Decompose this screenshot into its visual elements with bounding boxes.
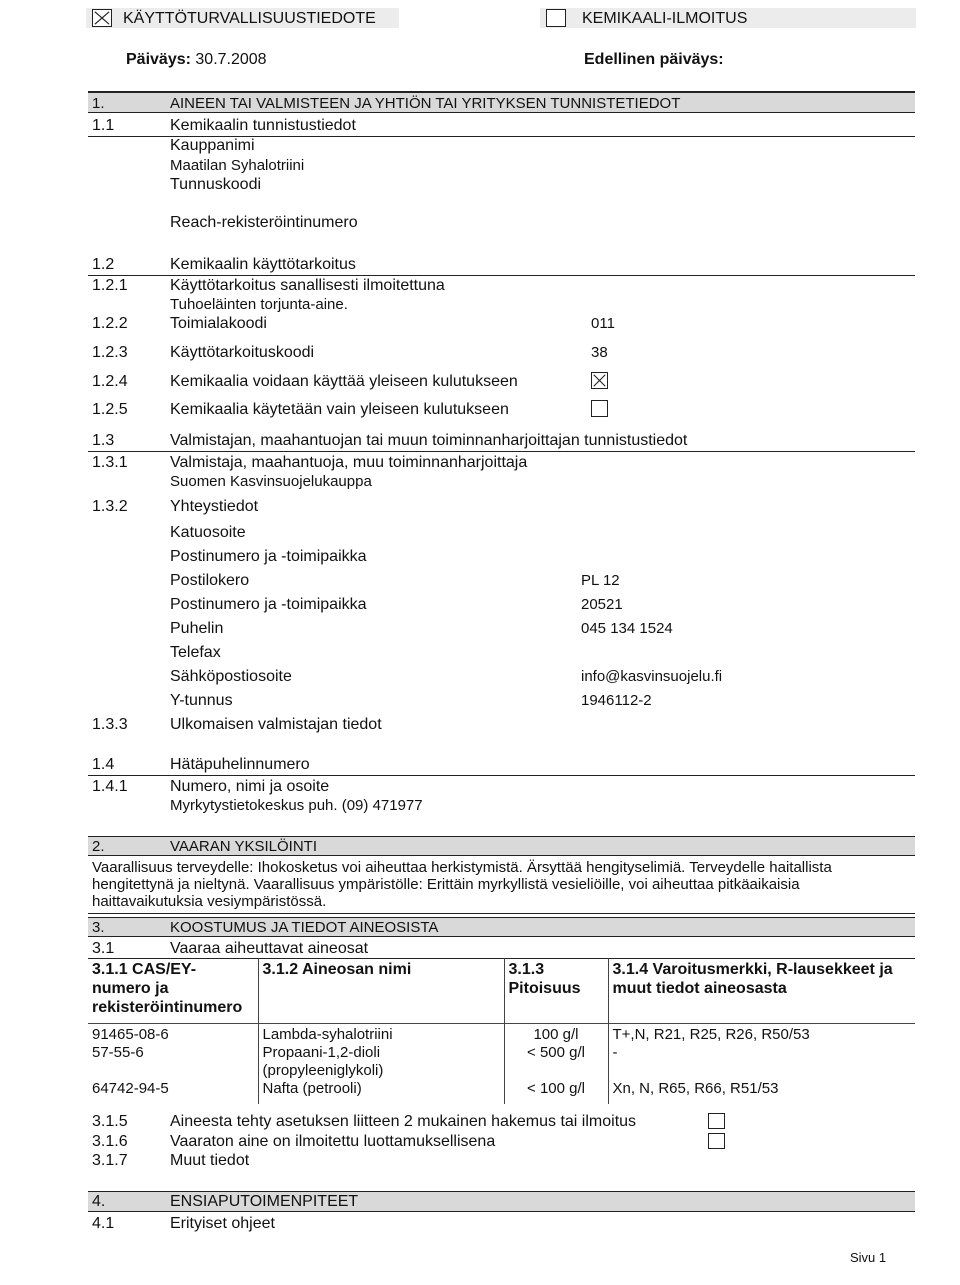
cas-1: 91465-08-6 <box>92 1026 169 1043</box>
s131-num: 1.3.1 <box>92 454 128 471</box>
s12-title: Kemikaalin käyttötarkoitus <box>170 256 356 273</box>
s13-num: 1.3 <box>92 432 115 449</box>
name-3: Nafta (petrooli) <box>262 1080 362 1097</box>
conc-2: < 500 g/l <box>527 1044 585 1061</box>
ingredients-table <box>88 958 915 1104</box>
col-conc-header: 3.1.3 Pitoisuus <box>504 958 608 1024</box>
cas-cell <box>88 1024 258 1105</box>
s122-value: 011 <box>591 315 615 332</box>
s124-checkbox[interactable] <box>591 372 608 389</box>
s122-title: Toimialakoodi <box>170 315 267 332</box>
risk-3: Xn, N, R65, R66, R51/53 <box>612 1080 779 1097</box>
s123-num: 1.2.3 <box>92 344 128 361</box>
prev-date-label: Edellinen päiväys: <box>584 51 724 68</box>
cas-spacer <box>92 1062 254 1080</box>
s41-title: Erityiset ohjeet <box>170 1215 275 1232</box>
s133-title: Ulkomaisen valmistajan tiedot <box>170 716 382 733</box>
rule <box>88 275 915 276</box>
chem-label: KEMIKAALI-ILMOITUS <box>582 10 748 27</box>
s141-num: 1.4.1 <box>92 778 128 795</box>
s316-checkbox[interactable] <box>708 1133 725 1149</box>
cas-3: 64742-94-5 <box>92 1080 169 1097</box>
s4-title: ENSIAPUTOIMENPITEET <box>170 1193 359 1210</box>
rule <box>88 451 915 452</box>
page-number: Sivu 1 <box>850 1250 887 1265</box>
rule <box>88 775 915 776</box>
s11-num: 1.1 <box>92 117 115 134</box>
ingredients-table-header <box>88 958 915 1024</box>
s1-title: AINEEN TAI VALMISTEEN JA YHTIÖN TAI YRITYKSEN TUNNISTETIEDOT <box>170 95 681 112</box>
date-line <box>126 51 267 69</box>
trade-name-label: Kauppanimi <box>170 137 255 154</box>
checkmark-x-icon <box>93 10 111 26</box>
s124-num: 1.2.4 <box>92 373 128 390</box>
date-value: 30.7.2008 <box>195 51 267 68</box>
cas-2: 57-55-6 <box>92 1044 144 1061</box>
s132-title: Yhteystiedot <box>170 498 259 515</box>
col-cas-header: 3.1.1 CAS/EY-numero ja rekisteröintinumero <box>88 958 258 1024</box>
s3-title: KOOSTUMUS JA TIEDOT AINEOSISTA <box>170 919 439 936</box>
s2-title: VAARAN YKSILÖINTI <box>170 838 317 855</box>
contact-label-postcode: Postinumero ja -toimipaikka <box>170 548 367 565</box>
chem-checkbox[interactable] <box>546 9 566 27</box>
name-2: Propaani-1,2-dioli (propyleeniglykoli) <box>262 1044 384 1079</box>
s4-num: 4. <box>92 1193 106 1210</box>
contact-label-street: Katuosoite <box>170 524 246 541</box>
s122-num: 1.2.2 <box>92 315 128 332</box>
s317-num: 3.1.7 <box>92 1152 128 1169</box>
name-cell <box>258 1024 504 1105</box>
s316-title: Vaaraton aine on ilmoitettu luottamuksellisena <box>170 1133 496 1150</box>
s125-num: 1.2.5 <box>92 401 128 418</box>
contact-value-business-id: 1946112-2 <box>581 692 652 709</box>
risk-spacer <box>613 1062 912 1080</box>
id-code-label: Tunnuskoodi <box>170 176 262 193</box>
contact-label-pobox: Postilokero <box>170 572 250 589</box>
s123-value: 38 <box>591 344 608 361</box>
conc-spacer <box>509 1062 604 1080</box>
contact-label-business-id: Y-tunnus <box>170 692 233 709</box>
s131-title: Valmistaja, maahantuoja, muu toiminnanharjoittaja <box>170 454 528 471</box>
s315-title: Aineesta tehty asetuksen liitteen 2 mukainen hakemus tai ilmoitus <box>170 1113 637 1130</box>
checkmark-x-icon <box>592 373 607 388</box>
col-name-header: 3.1.2 Aineosan nimi <box>258 958 504 1024</box>
risk-cell <box>608 1024 915 1105</box>
s315-num: 3.1.5 <box>92 1113 128 1130</box>
name-1: Lambda-syhalotriini <box>262 1026 393 1043</box>
date-label: Päiväys: <box>126 51 191 68</box>
risk-1: T+,N, R21, R25, R26, R50/53 <box>612 1026 810 1043</box>
s14-title: Hätäpuhelinnumero <box>170 756 310 773</box>
s121-num: 1.2.1 <box>92 277 128 294</box>
contact-label-phone: Puhelin <box>170 620 224 637</box>
s317-title: Muut tiedot <box>170 1152 250 1169</box>
contact-value-postcode-2: 20521 <box>581 596 623 613</box>
reach-label: Reach-rekisteröintinumero <box>170 214 358 231</box>
s132-num: 1.3.2 <box>92 498 128 515</box>
contact-value-pobox: PL 12 <box>581 572 620 589</box>
s14-num: 1.4 <box>92 756 115 773</box>
sds-label: KÄYTTÖTURVALLISUUSTIEDOTE <box>123 10 376 27</box>
sds-checkbox[interactable] <box>92 9 112 27</box>
hazard-text: Vaarallisuus terveydelle: Ihokosketus voi aiheuttaa herkistymistä. Ärsyttää hengityselimiä. Terveydelle haitallista hengitettynä ja nieltynä. Vaarallisuus ympäristölle: Erittäin myrkyllistä vesieliöille, voi aiheuttaa pitkäaikaisia haittavaikutuksia vesiympäristössä. <box>92 859 832 910</box>
s31-num: 3.1 <box>92 940 115 957</box>
conc-3: < 100 g/l <box>527 1080 585 1097</box>
contact-value-email: info@kasvinsuojelu.fi <box>581 668 723 685</box>
contact-value-phone: 045 134 1524 <box>581 620 673 637</box>
s124-title: Kemikaalia voidaan käyttää yleiseen kulutukseen <box>170 373 518 390</box>
contact-label-email: Sähköpostiosoite <box>170 668 292 685</box>
s316-num: 3.1.6 <box>92 1133 128 1150</box>
conc-1: 100 g/l <box>533 1026 579 1043</box>
s125-checkbox[interactable] <box>591 400 608 417</box>
s13-title: Valmistajan, maahantuojan tai muun toiminnanharjoittajan tunnistustiedot <box>170 432 688 449</box>
s133-num: 1.3.3 <box>92 716 128 733</box>
s12-num: 1.2 <box>92 256 115 273</box>
s3-num: 3. <box>92 919 105 936</box>
trade-name: Maatilan Syhalotriini <box>170 157 305 174</box>
s31-title: Vaaraa aiheuttavat aineosat <box>170 940 369 957</box>
use-text: Tuhoeläinten torjunta-aine. <box>170 296 348 313</box>
rule <box>88 913 915 914</box>
s1-num: 1. <box>92 95 105 112</box>
s141-title: Numero, nimi ja osoite <box>170 778 330 795</box>
s41-num: 4.1 <box>92 1215 115 1232</box>
s125-title: Kemikaalia käytetään vain yleiseen kulutukseen <box>170 401 509 418</box>
col-risk-header: 3.1.4 Varoitusmerkki, R-lausekkeet ja muut tiedot aineosasta <box>608 958 915 1024</box>
s121-title: Käyttötarkoitus sanallisesti ilmoitettuna <box>170 277 445 294</box>
ingredients-table-data <box>88 1024 915 1105</box>
emergency-number: Myrkytystietokeskus puh. (09) 471977 <box>170 797 423 814</box>
contact-label-postcode-2: Postinumero ja -toimipaikka <box>170 596 367 613</box>
contact-label-fax: Telefax <box>170 644 221 661</box>
risk-2: - <box>612 1044 618 1061</box>
s123-title: Käyttötarkoituskoodi <box>170 344 315 361</box>
company: Suomen Kasvinsuojelukauppa <box>170 473 372 490</box>
s11-title: Kemikaalin tunnistustiedot <box>170 117 356 134</box>
s2-num: 2. <box>92 838 105 855</box>
conc-cell <box>504 1024 608 1105</box>
s315-checkbox[interactable] <box>708 1113 725 1129</box>
